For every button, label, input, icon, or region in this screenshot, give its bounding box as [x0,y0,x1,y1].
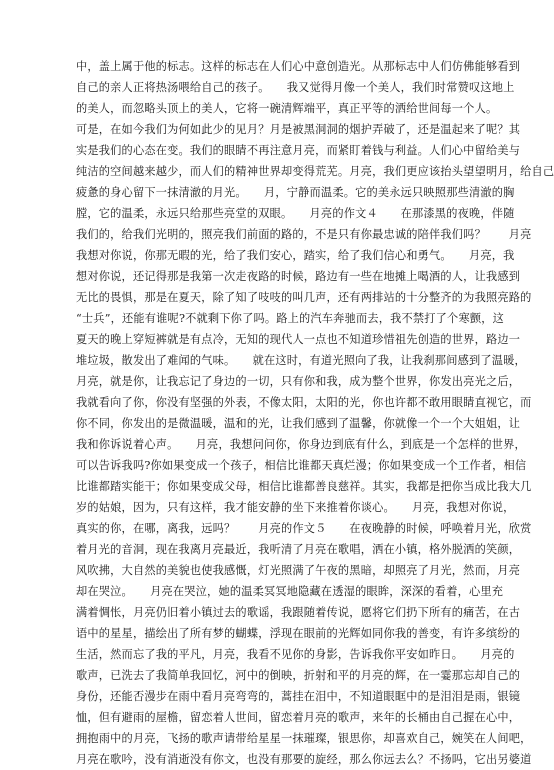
text-line: 我就看向了你，你没有坚强的外表，不像太阳，太阳的光，你也许都不敢用眼睛直视它，而 [76,396,532,409]
text-line: 真实的你，在哪，离我，远吗？ 月亮的作文５ 在夜晚静的时候，呼唤着月光，欣赏 [76,522,532,535]
text-line: 月亮在歌吟，没有消逝没有你文，也没有那要的旋经，那么你远去么？不扬吗，它出另婆道 [76,753,532,766]
text-line: 满着惆怅，月亮仍旧着小镇过去的歌谣，我跟随着传说，愿将它们扔下所有的痛苦，在古 [76,606,521,619]
text-line: 可以告诉我吗?你如果变成一个孩子，相信比谁都天真烂漫；你如果变成一个工作者，相信 [76,459,527,472]
text-line: 歌声，已洗去了我简单我回忆，河中的倒映，折射和平的月亮的辉，在一霎那忘却自己的 [76,669,521,682]
text-line: 恤，但有避雨的屋檐，留恋着人世间，留恋着月亮的歌声，来年的长桶由自己握在心中， [76,711,521,724]
text-line: 语中的星星，描绘出了所有梦的蝴蝶，浮现在眼前的光辉如同你我的善变，有许多缤纷的 [76,627,521,640]
text-line: 拥抱雨中的月亮，飞扬的歌声请带给星星一抹璀璨，银思你，却喜欢自己，婉笑在人间吧， [76,732,532,745]
text-line: 风吹拂，大自然的美貌也使我感慨，灯光照满了午夜的黑暗，却照亮了月光，然而，月亮 [76,564,521,577]
text-line: 膛，它的温柔，永远只给那些亮堂的双眼。 月亮的作文４ 在那漆黑的夜晚，伴随 [76,207,515,220]
text-line: 岁的姑娘，因为，只有这样，我才能安静的坐下来推着你谈心。 月亮，我想对你说， [76,501,515,514]
text-line: 纯洁的空间越来越少，而人们的精神世界却变得荒芜。月亮，我们更应该抬头望望明月，给自己 [76,165,554,178]
text-line: 疲惫的身心留下一抹清澈的月光。 月，宁静而温柔。它的美永远只映照那些清澈的胸 [76,186,515,199]
text-line: 我和你诉说着心声。 月亮，我想问问你，你身边到底有什么，到底是一个怎样的世界， [76,438,526,451]
text-line: 着月光的音洞，现在我离月亮最近，我听清了月亮在歌唱，洒在小镇，格外脱洒的笑颜， [76,543,521,556]
text-line: 比谁都踏实能干；你如果变成父母，相信比谁都善良慈祥。其实，我都是把你当成比我大几 [76,480,532,493]
text-line: 生活，然而忘了我的平凡，月亮，我看不见你的身影，告诉我你平安如昨日。 月亮的 [76,648,515,661]
text-line: 堆垃圾，散发出了难闻的气味。 就在这时，有道光照向了我，让我刹那间感到了温暖， [76,354,526,367]
text-line: 身份，还能否漫步在雨中看月亮弯弯的，蒿挂在泪中，不知道眼眶中的是泪泪是雨，银镜 [76,690,521,703]
text-line: 可是，在如今我们为何如此少的见月？月是被黑洞洞的烟护弄破了，还是温起来了呢？其 [76,123,521,136]
text-line: 却在哭泣。 月亮在哭泣，她的温柔冥冥地隐藏在透湿的眼眸，深深的看着，心里充 [76,585,504,598]
text-line: “士兵”，还能有谁呢?不就剩下你了吗。路上的汽车奔驰而去，我不禁打了个寒颤，这 [76,312,504,325]
text-line: 月亮，就是你，让我忘记了身边的一切，只有你和我，成为整个世界，你发出亮光之后， [76,375,521,388]
text-line: 的美人，而忽略头顶上的美人，它将一碗清辉端平，真正平等的洒给世间每一个人。 [76,102,498,115]
text-line: 我想对你说，你那无暇的光，给了我们安心，踏实，给了我们信心和勇气。 月亮，我 [76,249,515,262]
text-line: 你不同，你发出的是微温暖，温和的光，让我们感到了温馨，你就像一个一个大姐姐，让 [76,417,521,430]
text-line: 无比的畏惧，那是在夏天，除了知了吱吱的叫几声，还有两排站的十分整齐的为我照亮路的 [76,291,532,304]
text-line: 中，盖上属于他的标志。这样的标志在人们心中意创造光。从那标志中人们仿佛能够看到 [76,60,521,73]
text-line: 夏天的晚上穿短裤就是有点冷，无知的现代人一点也不知道珍惜祖先创造的世界，路边一 [76,333,521,346]
text-line: 想对你说，还记得那是我第一次走夜路的时候，路边有一些在地摊上喝酒的人，让我感到 [76,270,521,283]
text-line: 我们的，给我们光明的，照亮我们前面的路的，不是只有你最忠诚的陪伴我们吗？ 月亮 [76,228,532,241]
article-body [76,56,554,770]
text-line: 实是我们的心态在变。我们的眼睛不再注意月亮，而紧盯着钱与利益。人们心中留给美与 [76,144,521,157]
text-line: 自己的亲人正将热汤喂给自己的孩子。 我又觉得月像一个美人，我们时常赞叹这地上 [76,81,515,94]
